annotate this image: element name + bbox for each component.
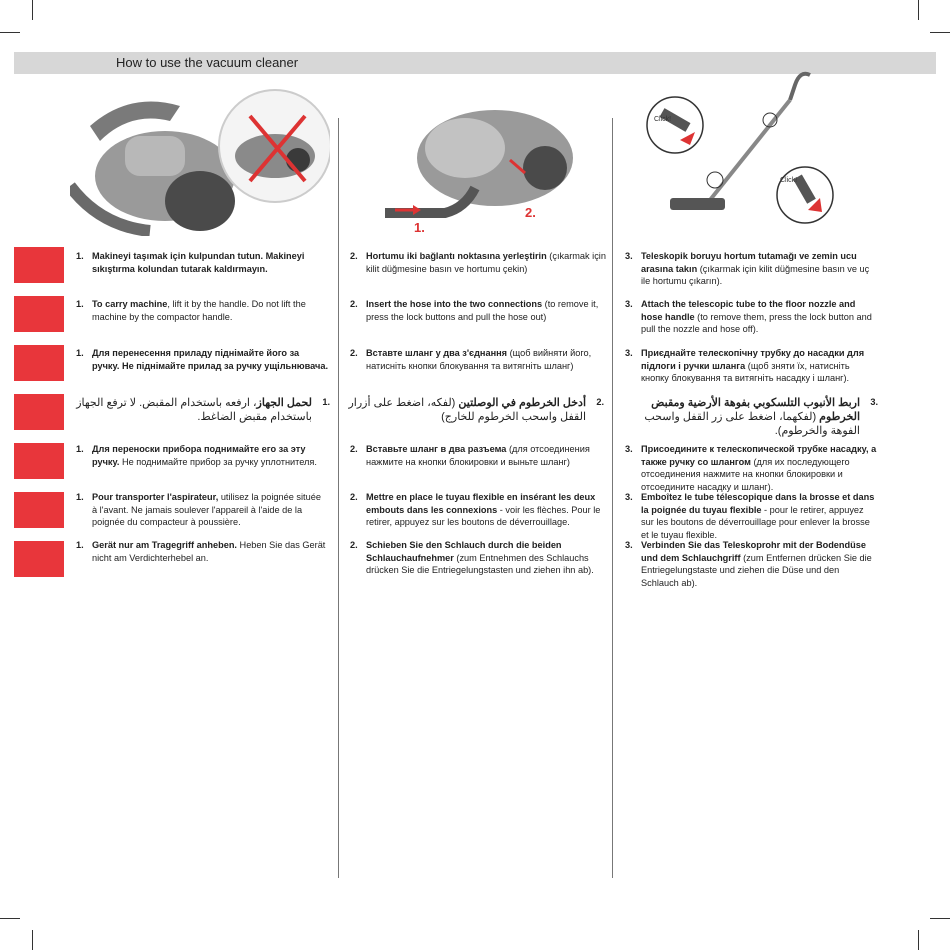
language-tab-ar [14,394,64,430]
column-divider [612,118,613,878]
crop-mark [0,918,20,919]
crop-mark [918,0,919,20]
section-title: How to use the vacuum cleaner [116,55,299,70]
language-tab-de [14,541,64,577]
crop-mark [930,32,950,33]
crop-mark [930,918,950,919]
click-label: Click! [654,116,672,123]
column-divider [338,118,339,878]
click-label: Click! [780,177,798,184]
language-tab-uk [14,345,64,381]
carry-handle-illustration [70,86,330,236]
language-tab-tr [14,247,64,283]
step-label-1: 1. [414,220,425,235]
crop-mark [32,0,33,20]
crop-mark [32,930,33,950]
language-tab-fr [14,492,64,528]
hose-connection-illustration [385,88,585,228]
telescopic-tube-illustration [640,70,840,230]
language-tab-ru [14,443,64,479]
crop-mark [0,32,20,33]
step-label-2: 2. [525,205,536,220]
language-tab-en [14,296,64,332]
crop-mark [918,930,919,950]
